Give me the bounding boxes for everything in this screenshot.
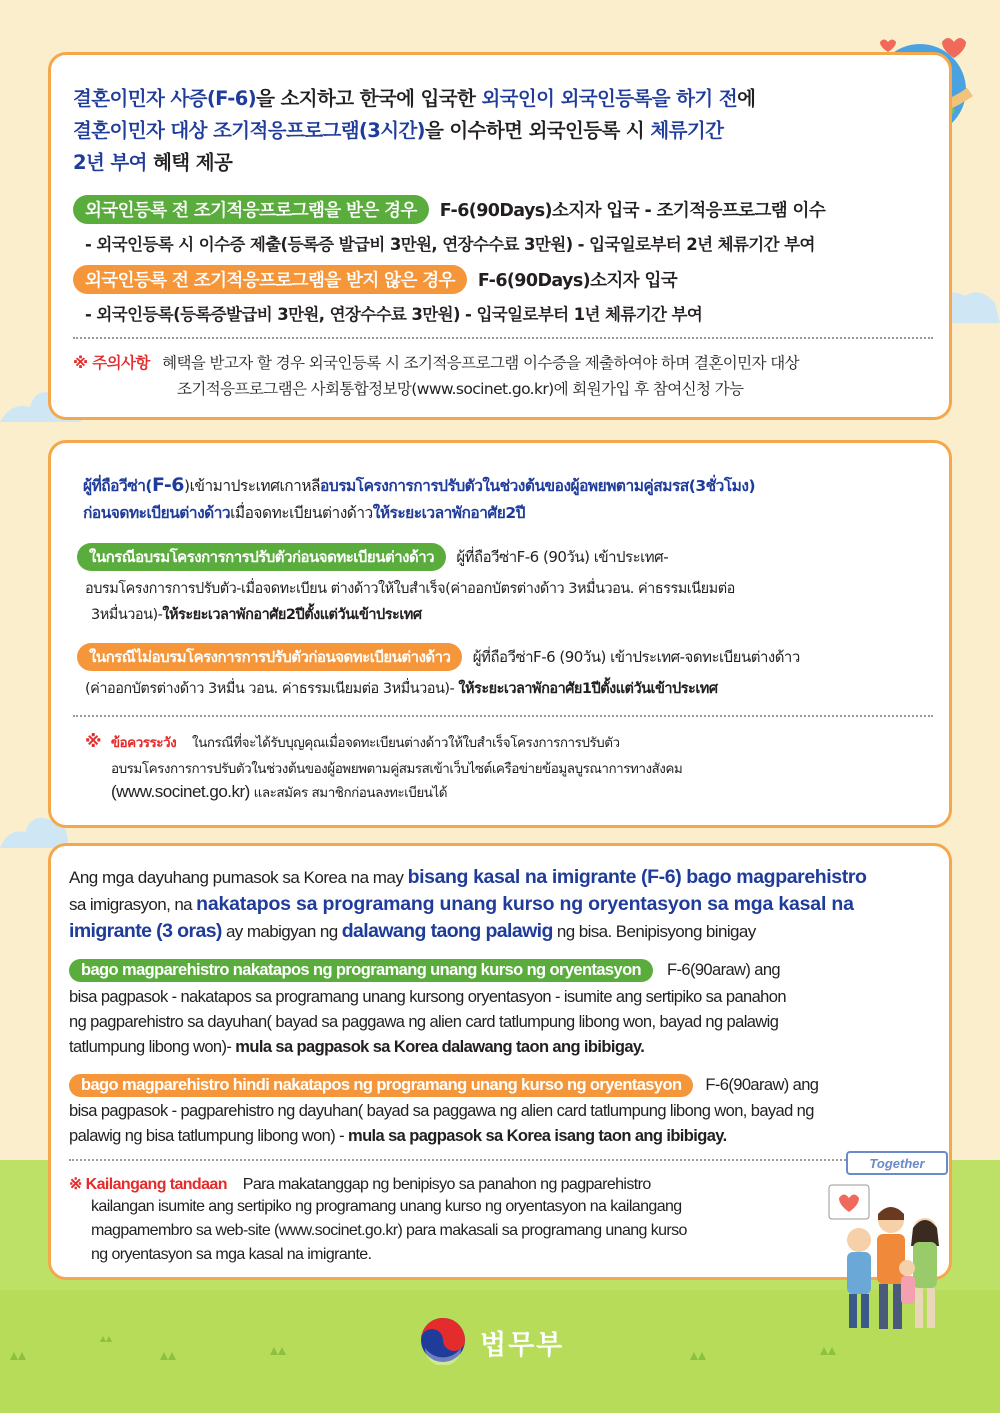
- tagalog-case2-line3: [69, 1127, 939, 1146]
- tagalog-intro-line1: [69, 866, 939, 889]
- tagalog-case1-text: F-6(90araw) ang: [667, 961, 780, 979]
- thai-intro-line1: [83, 471, 953, 500]
- thai-intro-part: F-6: [152, 474, 185, 496]
- thai-case2-pill: ในกรณีไม่อบรมโครงการการปรับตัวก่อนจดทะเบียนต่างด้าว: [77, 643, 462, 671]
- tagalog-case2-line3-b: mula sa pagpasok sa Korea isang taon ang ibibigay.: [348, 1127, 727, 1145]
- thai-case1-pill: ในกรณีอบรมโครงการการปรับตัวก่อนจดทะเบียนต่างด้าว: [77, 543, 446, 571]
- korean-intro-part: 을 소지하고 한국에 입국한: [256, 87, 482, 110]
- tagalog-intro-part: ng bisa. Benipisyong binigay: [552, 922, 756, 941]
- korean-notice-line1: [73, 351, 943, 373]
- tagalog-case2-text: F-6(90araw) ang: [705, 1076, 819, 1094]
- korean-intro-part: 결혼이민자 대상 조기적응프로그램(3시간): [73, 119, 425, 142]
- korean-intro-part: 을 이수하면 외국인등록 시: [425, 119, 651, 142]
- ministry-name: 법무부: [480, 1330, 565, 1361]
- tagalog-case2-line2: bisa pagpasok - pagparehistro ng dayuhan( bayad sa paggawa ng alien card tatlumpung libong won, bayad ng: [69, 1102, 814, 1120]
- tagalog-notice-line1: [69, 1174, 939, 1194]
- thai-case1-detail-2: [91, 603, 961, 626]
- thai-intro-part: ผู้ที่ถือวีซ่า(: [83, 477, 153, 495]
- tagalog-case1-line4: [69, 1038, 939, 1057]
- thai-notice-line3-text: และสมัคร สมาชิกก่อนลงทะเบียนได้: [249, 785, 448, 801]
- family-together-illustration: [825, 1150, 955, 1340]
- tagalog-info-card: [48, 843, 952, 1280]
- korean-intro-part: 결혼이민자 사증(F-6): [73, 87, 257, 110]
- thai-notice-line3: [111, 781, 981, 803]
- tagalog-intro-part: sa imigrasyon, na: [69, 895, 197, 914]
- thai-intro-part: ให้ระยะเวลาพักอาศัย2ปี: [372, 504, 525, 522]
- tagalog-case2-line3-a: palawig ng bisa tatlumpung libong won) -: [69, 1127, 348, 1145]
- tagalog-case1-line2: bisa pagpasok - nakatapos sa programang unang kursong oryentasyon - isumite ang sertipiko sa panahon: [69, 988, 786, 1006]
- thai-intro-part: (3ชั่วโมง): [688, 477, 756, 495]
- korean-case2-pill: 외국인등록 전 조기적응프로그램을 받지 않은 경우: [73, 265, 467, 294]
- korean-intro-part: 2년 부여: [73, 151, 147, 174]
- korean-case2-detail: [85, 301, 955, 325]
- thai-notice-mark: ※: [85, 732, 102, 752]
- tagalog-case1-line4-a: tatlumpung libong won)-: [69, 1038, 236, 1056]
- korean-notice-label: ※ 주의사항: [73, 354, 150, 372]
- korean-case2-detail-a: - 외국인등록(등록증발급비 3만원, 연장수수료 3만원) -: [85, 305, 477, 324]
- tagalog-intro-part: dalawang taong palawig: [341, 920, 553, 942]
- thai-case1-detail: อบรมโครงการการปรับตัว-เมื่อจดทะเบียน ต่างด้าวให้ใบสำเร็จ(ค่าออกบัตรต่างด้าว 3หมื่นวอน. ค่าธรรมเนียมต่อ: [85, 581, 735, 597]
- thai-case2-detail: [85, 677, 955, 700]
- thai-intro-part: )เข้ามาประเทศเกาหลี: [184, 477, 321, 495]
- korean-case1-detail-b: 입국일로부터 2년 체류기간 부여: [589, 235, 815, 254]
- korean-intro-part: 체류기간: [650, 119, 724, 142]
- korean-intro-part: 에: [737, 87, 756, 110]
- thai-notice-line1: [85, 731, 955, 753]
- thai-case1-detail-b: ให้ระยะเวลาพักอาศัย2ปีตั้งแต่วันเข้าประเทศ: [162, 607, 422, 623]
- thai-case1-row: [77, 543, 947, 571]
- tagalog-notice-line4: ng oryentasyon sa mga kasal na imigrante.: [91, 1246, 372, 1263]
- korean-intro: [73, 83, 933, 179]
- korean-case2-text: F-6(90Days)소지자 입국: [477, 271, 678, 291]
- thai-case1-detail-a: 3หมื่นวอน)-: [91, 607, 163, 623]
- thai-notice-text: ในกรณีที่จะได้รับบุญคุณเมื่อจดทะเบียนต่างด้าวให้ใบสำเร็จโครงการการปรับตัว: [192, 735, 620, 751]
- korean-case2-detail-b: 입국일로부터 1년 체류기간 부여: [476, 305, 703, 324]
- thai-case2-detail-b: ให้ระยะเวลาพักอาศัย1ปีตั้งแต่วันเข้าประเทศ: [458, 681, 718, 697]
- tagalog-intro-line2: [69, 893, 939, 916]
- korean-case1-text: F-6(90Days)소지자 입국 - 조기적응프로그램 이수: [439, 201, 826, 221]
- tagalog-case2-pill: bago magparehistro hindi nakatapos ng programang unang kurso ng oryentasyon: [69, 1074, 693, 1097]
- tagalog-intro-part: bisang kasal na imigrante (F-6) bago magparehistro: [407, 866, 867, 888]
- tagalog-notice-line2: kailangan isumite ang sertipiko ng programang unang kurso ng oryentasyon na kailangang: [91, 1198, 682, 1215]
- together-sign-text: Together: [869, 1156, 925, 1171]
- thai-intro-part: ก่อนจดทะเบียนต่างด้าว: [83, 504, 231, 522]
- korean-case2-row: [73, 265, 943, 294]
- thai-case1-text: ผู้ที่ถือวีซ่าF-6 (90วัน) เข้าประเทศ-: [456, 548, 669, 566]
- korean-case1-detail: [85, 231, 955, 255]
- tagalog-intro-part: Ang mga dayuhang pumasok sa Korea na may: [69, 868, 408, 887]
- tagalog-notice-text: Para makatanggap ng benipisyo sa panahon ng pagparehistro: [242, 1176, 651, 1193]
- thai-notice-label: ข้อควรระวัง: [110, 735, 177, 751]
- thai-case2-detail-a: (ค่าออกบัตรต่างด้าว 3หมื่น วอน. ค่าธรรมเนียมต่อ 3หมื่นวอน)-: [85, 681, 459, 697]
- tagalog-notice-label: ※ Kailangang tandaan: [69, 1176, 227, 1193]
- tagalog-divider: [69, 1159, 849, 1161]
- tagalog-case1-line3: ng pagparehistro sa dayuhan( bayad sa paggawa ng alien card tatlumpung libong won, bayad ng palawig: [69, 1013, 779, 1031]
- ministry-of-justice-logo: [418, 1315, 588, 1365]
- korean-info-card: [48, 52, 952, 420]
- thai-notice-url: (www.socinet.go.kr): [111, 782, 250, 801]
- thai-intro-part: อบรมโครงการการปรับตัวในช่วงต้นของผู้อพยพตามคู่สมรส: [320, 477, 689, 495]
- korean-intro-part: 외국인이 외국인등록을 하기 전: [481, 87, 738, 110]
- taegeuk-emblem-icon: [418, 1315, 468, 1365]
- thai-info-card: [48, 440, 952, 828]
- thai-intro-part: เมื่อจดทะเบียนต่างด้าว: [230, 504, 373, 522]
- korean-case1-row: [73, 195, 943, 224]
- thai-intro-line2: [83, 499, 953, 527]
- tagalog-case1-line4-b: mula sa pagpasok sa Korea dalawang taon ang ibibigay.: [235, 1038, 645, 1056]
- tagalog-case1-pill: bago magparehistro nakatapos ng programang unang kurso ng oryentasyon: [69, 959, 653, 982]
- tagalog-case1-row: [69, 959, 939, 982]
- tagalog-intro-part: ay mabigyan ng: [221, 922, 342, 941]
- thai-divider: [73, 715, 933, 717]
- tagalog-intro-line3: [69, 920, 939, 943]
- tagalog-notice-line3: magpamembro sa web-site (www.socinet.go.kr) para makasali sa programang unang kurso: [91, 1222, 687, 1239]
- korean-notice-text: 혜택을 받고자 할 경우 외국인등록 시 조기적응프로그램 이수증을 제출하여야 하며 결혼이민자 대상: [162, 354, 799, 372]
- korean-intro-part: 혜택 제공: [146, 151, 233, 174]
- korean-notice-line2: 조기적응프로그램은 사회통합정보망(www.socinet.go.kr)에 회원가입 후 참여신청 가능: [177, 380, 744, 398]
- tagalog-intro-part: imigrante (3 oras): [69, 920, 222, 942]
- korean-case1-pill: 외국인등록 전 조기적응프로그램을 받은 경우: [73, 195, 429, 224]
- thai-case2-text: ผู้ที่ถือวีซ่าF-6 (90วัน) เข้าประเทศ-จดทะเบียนต่างด้าว: [472, 648, 800, 666]
- thai-case2-row: [77, 643, 947, 671]
- korean-case1-detail-a: - 외국인등록 시 이수증 제출(등록증 발급비 3만원, 연장수수료 3만원) -: [85, 235, 590, 254]
- thai-notice-line2: อบรมโครงการการปรับตัวในช่วงต้นของผู้อพยพตามคู่สมรสเข้าเว็บไซต์เครือข่ายข้อมูลบูรณาการทางสังคม: [111, 761, 683, 777]
- tagalog-intro-part: nakatapos sa programang unang kurso ng oryentasyon sa mga kasal na: [196, 893, 854, 915]
- tagalog-case2-row: [69, 1074, 939, 1097]
- korean-divider: [73, 337, 933, 339]
